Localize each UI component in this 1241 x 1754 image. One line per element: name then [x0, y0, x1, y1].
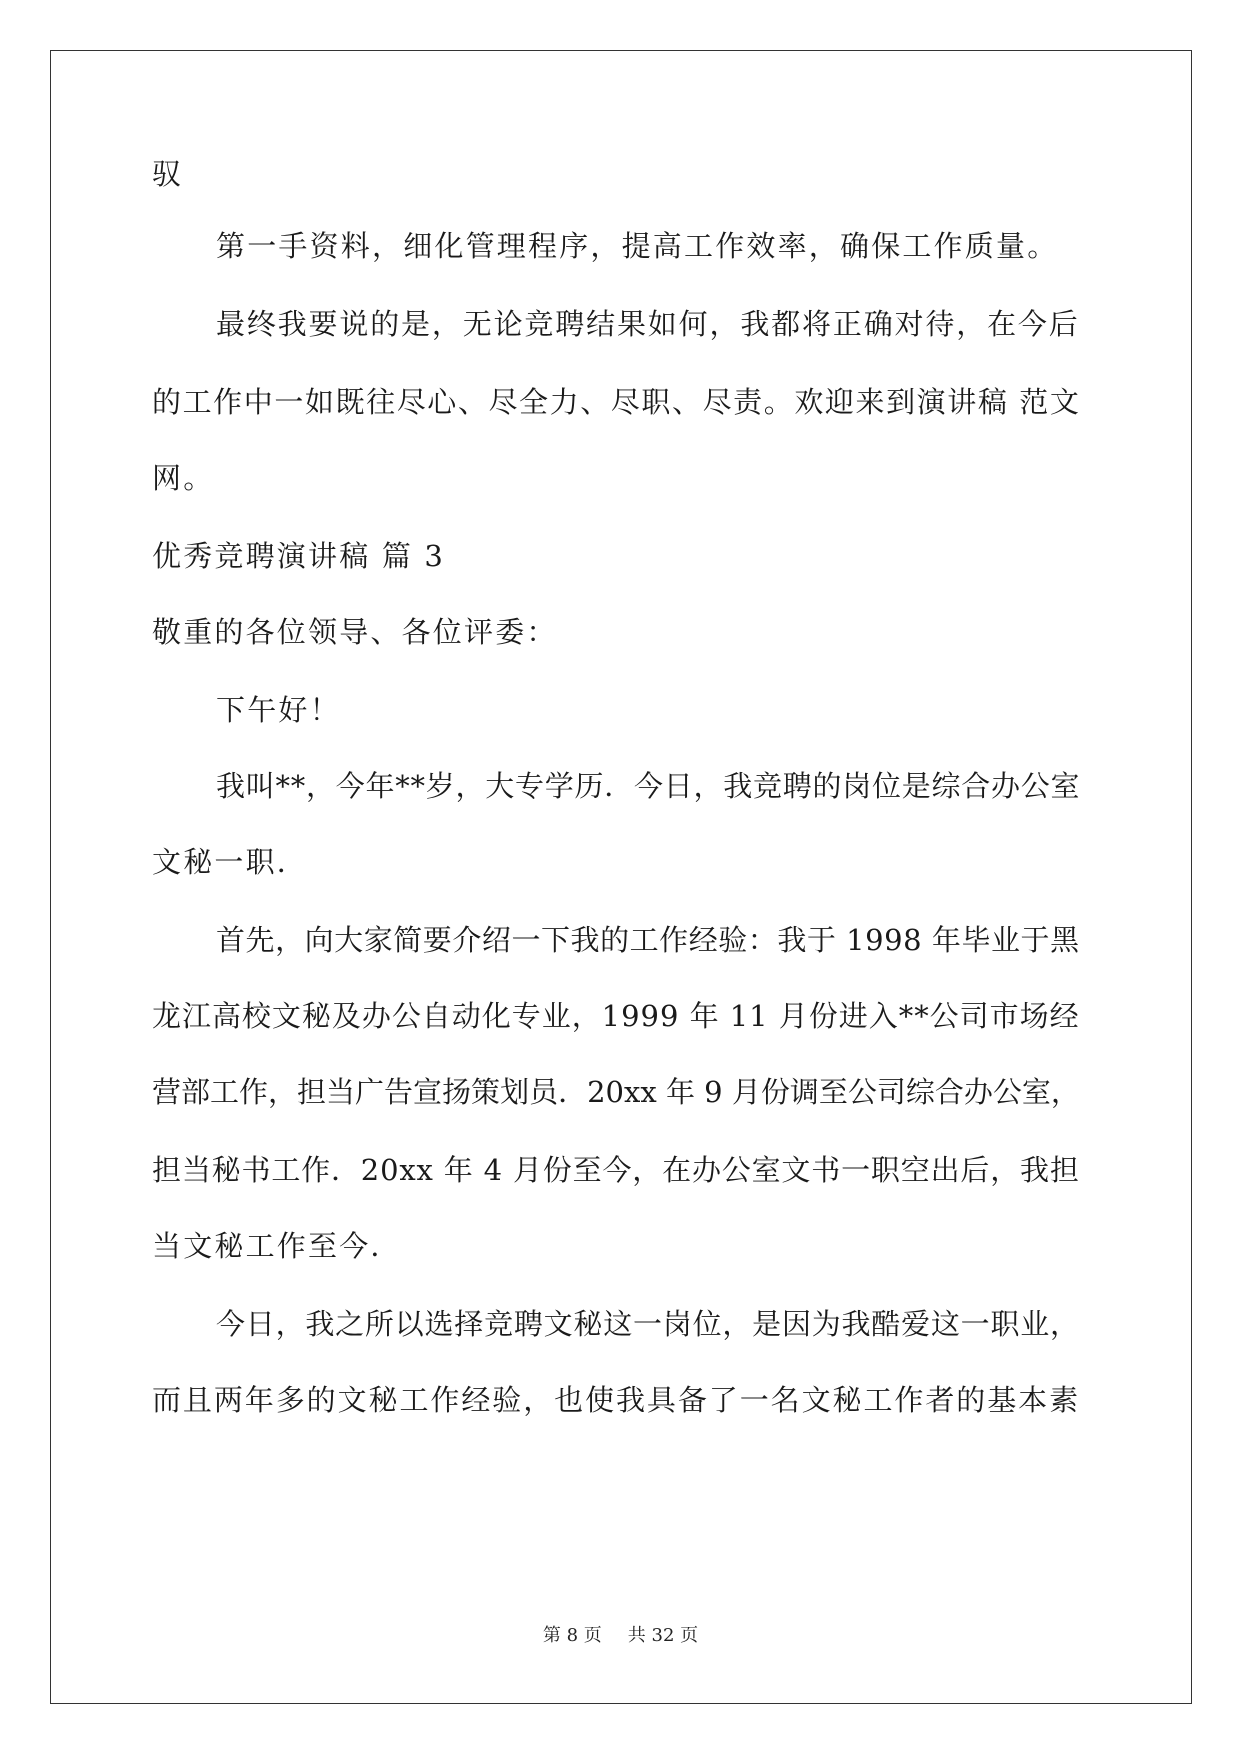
- text-line: 龙江高校文秘及办公自动化专业，1999 年 11 月份进入**公司市场经: [152, 999, 1080, 1033]
- page-footer: [0, 1624, 1241, 1648]
- section-heading: 优秀竞聘演讲稿 篇 3: [152, 539, 446, 573]
- total-pages-label: 共 32 页: [627, 1625, 699, 1646]
- salutation: 敬重的各位领导、各位评委：: [152, 615, 558, 649]
- text-line: 最终我要说的是，无论竞聘结果如何，我都将正确对待，在今后: [216, 307, 1080, 341]
- text-line: 而且两年多的文秘工作经验，也使我具备了一名文秘工作者的基本素: [152, 1383, 1081, 1417]
- text-line: 首先，向大家简要介绍一下我的工作经验：我于 1998 年毕业于黑: [216, 923, 1080, 957]
- text-line: 驭: [152, 157, 184, 191]
- text-line: 担当秘书工作．20xx 年 4 月份至今，在办公室文书一职空出后，我担: [152, 1153, 1080, 1187]
- text-line: 第一手资料，细化管理程序，提高工作效率，确保工作质量。: [216, 229, 1059, 263]
- current-page-label: 第 8 页: [542, 1625, 602, 1646]
- text-line: 我叫**，今年**岁，大专学历．今日，我竞聘的岗位是综合办公室: [216, 769, 1081, 803]
- text-line: 网。: [152, 461, 215, 495]
- text-line: 营部工作，担当广告宣扬策划员．20xx 年 9 月份调至公司综合办公室，: [152, 1075, 1080, 1109]
- text-line: 当文秘工作至今．: [152, 1229, 402, 1263]
- text-line: 今日，我之所以选择竞聘文秘这一岗位，是因为我酷爱这一职业，: [216, 1307, 1080, 1341]
- text-line: 的工作中一如既往尽心、尽全力、尽职、尽责。欢迎来到演讲稿 范文: [152, 385, 1081, 419]
- greeting: 下午好！: [216, 693, 341, 727]
- text-line: 文秘一职．: [152, 845, 309, 879]
